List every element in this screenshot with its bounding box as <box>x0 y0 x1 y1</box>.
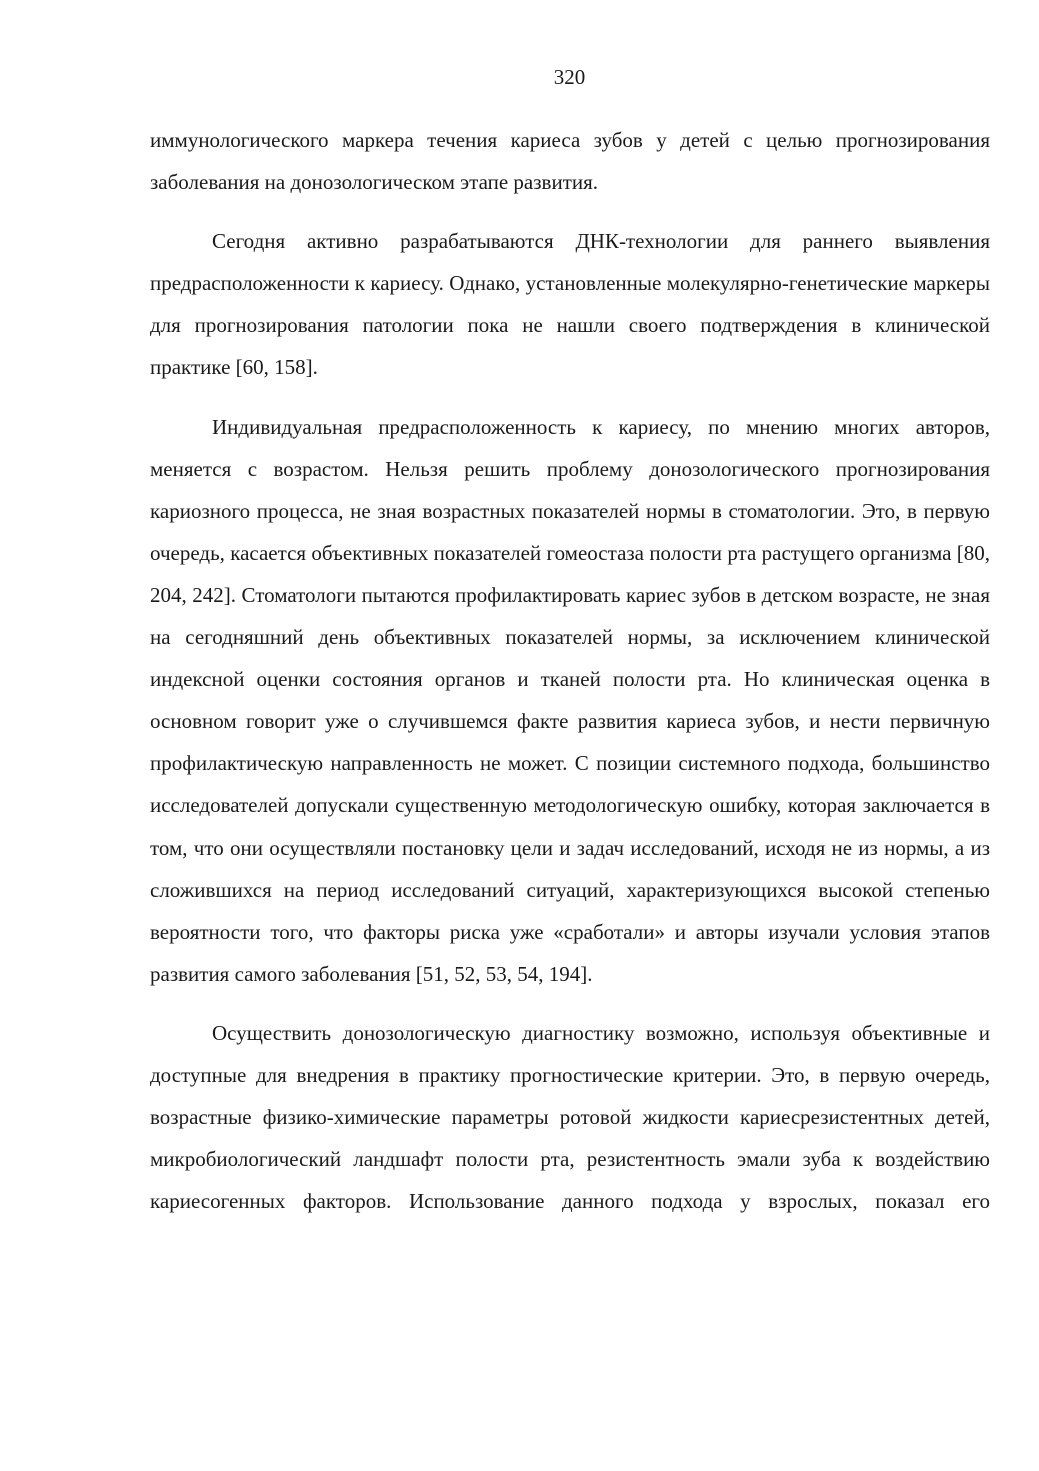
body-text <box>150 119 990 1239</box>
paragraph-donosological-diagnostics: Осуществить донозологическую диагностику возможно, используя объективные и доступные для внедрения в практику прогностические критерии. Это, в первую очередь, возрастные физико-химические параметры ротовой жидкости кариесрезистентных детей, микробиологический ландшафт полости рта, резистентность эмали зуба к воздействию кариесогенных факторов. Использование данного подхода у взрослых, показал его <box>150 1020 990 1214</box>
paragraph-continuation: иммунологического маркера течения кариеса зубов у детей с целью прогнозирования заболевания на донозологическом этапе развития. <box>150 128 990 195</box>
page-number: 320 <box>553 65 586 89</box>
paragraph-dna-technologies: Сегодня активно разрабатываются ДНК-технологии для раннего выявления предрасположенности к кариесу. Однако, установленные молекулярно-генетические маркеры для прогнозирования патологии пока не нашли своего подтверждения в клинической практике [60, 158]. <box>150 229 990 380</box>
paragraph-individual-predisposition: Индивидуальная предрасположенность к кариесу, по мнению многих авторов, меняется с возрастом. Нельзя решить проблему донозологического прогнозирования кариозного процесса, не зная возрастных показателей нормы в стоматологии. Это, в первую очередь, касается объективных показателей гомеостаза полости рта растущего организма [80, 204, 242]. Стоматологи пытаются профилактировать кариес зубов в детском возрасте, не зная на сегодняшний день объективных показателей нормы, за исключением клинической индексной оценки состояния органов и тканей полости рта. Но клиническая оценка в основном говорит уже о случившемся факте развития кариеса зубов, и нести первичную профилактическую направленность не может. С позиции системного подхода, большинство исследователей допускали существенную методологическую ошибку, которая заключается в том, что они осуществляли постановку цели и задач исследований, исходя не из нормы, а из сложившихся на период исследований ситуаций, характеризующихся высокой степенью вероятности того, что факторы риска уже «сработали» и авторы изучали условия этапов развития самого заболевания [51, 52, 53, 54, 194]. <box>150 414 990 986</box>
